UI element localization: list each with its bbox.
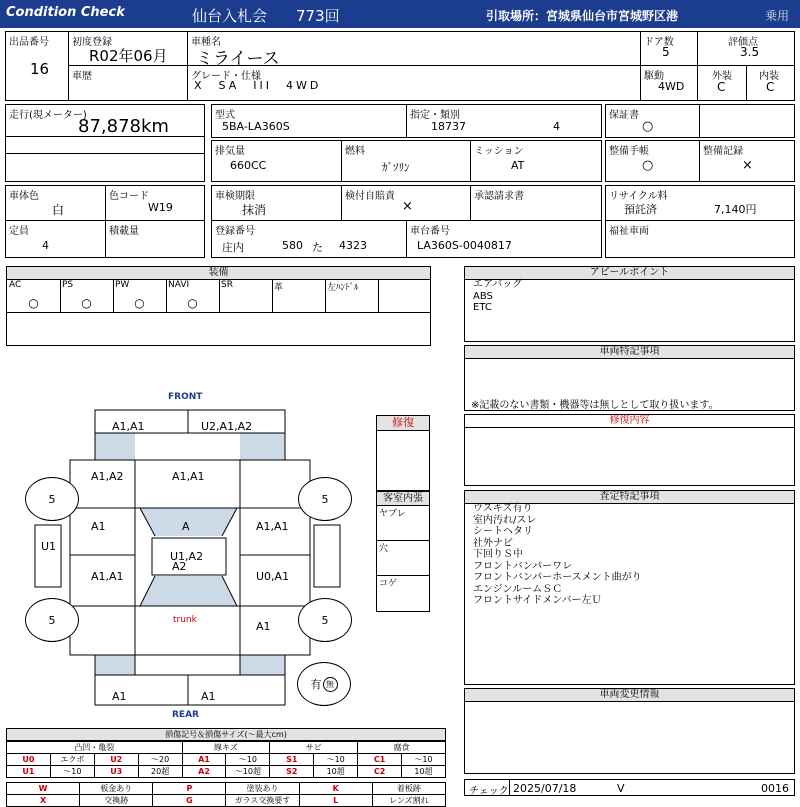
label-door-front-left: A1 xyxy=(91,520,106,533)
recycle-status: 預託済 xyxy=(624,203,657,216)
warranty-cell: 保証書 ○ xyxy=(605,104,700,138)
interior-item-hole: 穴 xyxy=(377,541,429,576)
legend-code: C2 xyxy=(358,766,402,778)
assessment-item: フロントバンパーワレ xyxy=(473,560,573,572)
equipment-item xyxy=(325,280,379,312)
legend-group: サビ xyxy=(270,742,358,754)
label-front-bumper-left: A1,A1 xyxy=(112,420,145,433)
special-notes-disclaimer: ※記載のない書類・機器等は無しとして取り扱います。 xyxy=(471,400,719,411)
equipment-label: NAVI xyxy=(168,280,190,290)
equipment-label: AC xyxy=(9,280,22,290)
score-cell: 評価点 3.5 xyxy=(697,31,795,66)
legend-mark-code: P xyxy=(153,783,226,795)
model-type-cell: 型式 5BA-LA360S xyxy=(211,104,407,138)
body-color: 白 xyxy=(52,203,65,217)
legend-mark-code: G xyxy=(153,795,226,807)
interior-damage-title: 客室内張 xyxy=(377,492,429,506)
legend-size: ～10 xyxy=(402,754,446,766)
first-registration-cell: 初度登録 R02年06月 xyxy=(68,31,188,66)
equipment-label: SR xyxy=(221,280,233,290)
drive: 4WD xyxy=(658,80,685,93)
legend-table xyxy=(6,741,446,778)
inspection: 抹消 xyxy=(242,203,267,217)
legend-mark-code: W xyxy=(7,783,80,795)
plate-area: 庄内 xyxy=(222,241,244,254)
legend-mark-text: 塗装あり xyxy=(226,783,299,795)
legend-code: A2 xyxy=(182,766,226,778)
approval-cell: 承認請求書 xyxy=(470,185,602,221)
repair-box xyxy=(376,415,430,491)
maint-record-cell: 整備記録 × xyxy=(699,140,795,182)
legend-mark-text: 交換跡 xyxy=(80,795,153,807)
model-name-cell: 車種名 ミライース xyxy=(187,31,641,66)
maint-book: ○ xyxy=(642,158,654,173)
assessment-item: エンジンルームＳＣ xyxy=(473,583,563,595)
check-mark: V xyxy=(617,782,625,795)
special-notes-section xyxy=(464,345,795,411)
check-row xyxy=(464,779,795,796)
legend-size: ～10 xyxy=(314,754,358,766)
equipment-value: ○ xyxy=(28,296,39,310)
chassis-number: LA360S-0040817 xyxy=(417,239,512,252)
label-door-rear-right: U0,A1 xyxy=(256,570,290,583)
mileage: 87,878km xyxy=(78,116,169,137)
body-color-cell: 車体色 白 xyxy=(5,185,106,221)
equipment-value: ○ xyxy=(187,296,198,310)
legend-code: U3 xyxy=(94,766,138,778)
plate-cell: 登録番号 庄内 580 た 4323 xyxy=(211,220,407,258)
lot-number-cell: 出品番号 16 xyxy=(5,31,69,101)
model-name: ミライース xyxy=(196,49,280,69)
equipment-label: PS xyxy=(62,280,74,290)
label-quarter-rear-right: A1 xyxy=(256,620,271,633)
legend-group: 凸凹・亀裂 xyxy=(7,742,183,754)
inspection-cell: 車検期限 抹消 xyxy=(211,185,342,221)
assessment-item: 下回りＳ中 xyxy=(473,549,523,560)
assessment-item: ウスキズ有り xyxy=(473,503,533,514)
doors: 5 xyxy=(662,45,670,59)
repair-box-title: 修復 xyxy=(377,416,429,431)
legend-size: ～10超 xyxy=(226,766,270,778)
legend-code: U2 xyxy=(94,754,138,766)
model-type: 5BA-LA360S xyxy=(222,120,290,133)
legend-code: U0 xyxy=(7,754,51,766)
equipment-label: 左ﾊﾝﾄﾞﾙ xyxy=(327,283,359,293)
tire-front-right: 5 xyxy=(298,477,352,521)
welfare-cell: 福祉車両 xyxy=(605,220,795,258)
label-rear-bumper-right: A1 xyxy=(201,690,216,703)
designation-cell: 指定・類別 18737 4 xyxy=(406,104,602,138)
maint-record: × xyxy=(742,158,753,173)
damage-legend xyxy=(6,728,446,807)
displacement: 660CC xyxy=(230,159,267,172)
insurance: × xyxy=(402,199,413,214)
score: 3.5 xyxy=(740,45,760,59)
interior-item-tear: ヤブレ xyxy=(377,506,429,541)
check-divider xyxy=(509,780,510,795)
vehicle-category: 乗用 xyxy=(765,9,790,23)
grade: X SA III 4WD xyxy=(194,79,322,92)
appeal-title: アピールポイント xyxy=(465,267,794,280)
plate-number: 4323 xyxy=(339,239,367,252)
equipment-section xyxy=(6,266,431,346)
interior-cell: 内装 C xyxy=(746,65,795,101)
legend-size: 20超 xyxy=(138,766,182,778)
designation-number: 18737 xyxy=(431,120,466,133)
legend-size: ～10 xyxy=(50,766,94,778)
interior-damage-box xyxy=(376,491,430,612)
label-windshield: A xyxy=(182,520,190,533)
repair-content-title: 修復内容 xyxy=(465,415,794,428)
capacity: 4 xyxy=(42,239,49,252)
legend-mark-code: L xyxy=(299,795,372,807)
recycle-cell: リサイクル料 預託済 7,140円 xyxy=(605,185,795,221)
assessment-list xyxy=(473,503,642,607)
label-roof: U1,A2 xyxy=(170,550,204,563)
legend-size: ～20 xyxy=(138,754,182,766)
assessment-item: フロントバンパーホースメント曲がり xyxy=(473,572,642,583)
equipment-item xyxy=(113,280,167,312)
tire-front-left: 5 xyxy=(25,477,79,521)
exterior-cell: 外装 C xyxy=(697,65,747,101)
class-number: 4 xyxy=(553,120,560,133)
change-info-section xyxy=(464,688,795,774)
label-hood: A1,A1 xyxy=(172,470,205,483)
equipment-label: PW xyxy=(115,280,130,290)
legend-mark-text: レンズ割れ xyxy=(372,795,445,807)
lot-number: 16 xyxy=(30,60,50,78)
mileage-cell: 走行(現メーター) 87,878km xyxy=(5,104,205,154)
spare-tire-label: 有 xyxy=(310,678,322,691)
label-roof-2: A2 xyxy=(172,560,187,573)
tire-rear-left: 5 xyxy=(25,598,79,642)
legend-title: 損傷記号＆損傷サイズ(～最大cm) xyxy=(6,728,446,741)
auction-name: 仙台入札会 xyxy=(192,7,268,25)
equipment-item xyxy=(166,280,220,312)
legend-size: エクボ xyxy=(50,754,94,766)
label-front-bumper-right: U2,A1,A2 xyxy=(201,420,253,433)
assessment-item: シートヘタリ xyxy=(473,526,533,537)
grade-cell: グレード・仕様 X SA III 4WD xyxy=(187,65,641,101)
sheet-title: Condition Check xyxy=(6,5,125,20)
header-bar xyxy=(0,0,800,28)
appeal-list xyxy=(473,279,522,314)
rear-label: REAR xyxy=(172,710,199,720)
equipment-item xyxy=(219,280,273,312)
repair-content-section xyxy=(464,414,795,486)
legend-group: 腐食 xyxy=(358,742,446,754)
mission-cell: ミッション AT xyxy=(470,140,602,182)
drive-cell: 駆動 4WD xyxy=(640,65,698,101)
capacity-cell: 定員 4 xyxy=(5,220,106,258)
legend-code: C1 xyxy=(358,754,402,766)
color-code-cell: 色コード W19 xyxy=(105,185,205,221)
legend-group: 線キズ xyxy=(182,742,270,754)
legend-mark-code: X xyxy=(7,795,80,807)
legend-mark-text: 板金あり xyxy=(80,783,153,795)
check-number: 0016 xyxy=(761,782,789,795)
fuel-cell: 燃料 ｶﾞｿﾘﾝ xyxy=(341,140,471,182)
plate-kana: た xyxy=(312,241,323,254)
warranty-blank-cell xyxy=(699,104,795,138)
appeal-item: ETC xyxy=(473,302,492,313)
legend-code: A1 xyxy=(182,754,226,766)
chassis-cell: 車台番号 LA360S-0040817 xyxy=(406,220,602,258)
appeal-item: エアバッグ xyxy=(473,279,523,290)
recycle-fee: 7,140円 xyxy=(714,203,757,216)
interior-item-burn: コゲ xyxy=(379,579,398,589)
auction-number: 773回 xyxy=(296,7,340,25)
legend-code: S2 xyxy=(270,766,314,778)
label-trunk: trunk xyxy=(173,615,197,625)
fuel: ｶﾞｿﾘﾝ xyxy=(382,161,410,174)
exterior-grade: C xyxy=(717,80,726,94)
legend-code: U1 xyxy=(7,766,51,778)
pickup-location: 引取場所：宮城県仙台市宮城野区港 xyxy=(486,9,679,23)
legend-size: ～10 xyxy=(226,754,270,766)
vehicle-history-cell: 車歴 xyxy=(68,65,188,101)
assessment-item: 室内汚れ/スレ xyxy=(473,514,537,526)
equipment-value: ○ xyxy=(81,296,92,310)
spare-tire-mark: 無 xyxy=(323,677,338,692)
label-rear-bumper-left: A1 xyxy=(112,690,127,703)
equipment-divider xyxy=(7,312,430,313)
check-label: チェック xyxy=(469,786,509,797)
appeal-item: ABS xyxy=(473,290,493,302)
change-info-title: 車両変更情報 xyxy=(465,689,794,702)
front-label: FRONT xyxy=(168,392,203,402)
plate-class: 580 xyxy=(282,239,303,252)
tire-rear-right: 5 xyxy=(298,598,352,642)
label-fender-front-right: A1,A1 xyxy=(256,520,289,533)
equipment-title: 装備 xyxy=(7,267,430,280)
interior-grade: C xyxy=(766,80,775,94)
label-side-left: U1 xyxy=(41,540,57,553)
equipment-item xyxy=(7,280,61,312)
mission: AT xyxy=(511,159,525,172)
legend-mark-text: 着板跡 xyxy=(372,783,445,795)
equipment-item xyxy=(272,280,326,312)
label-fender-front-left: A1,A2 xyxy=(91,470,124,483)
legend-size: 10超 xyxy=(314,766,358,778)
assessment-title: 査定特記事項 xyxy=(465,491,794,504)
displacement-cell: 排気量 660CC xyxy=(211,140,342,182)
equipment-label: 革 xyxy=(274,283,284,293)
first-registration: R02年06月 xyxy=(89,47,168,65)
assessment-section xyxy=(464,490,795,685)
legend-code: S1 xyxy=(270,754,314,766)
spare-tire xyxy=(297,662,351,706)
label-door-rear-left: A1,A1 xyxy=(91,570,124,583)
legend-marks-table xyxy=(6,782,446,807)
legend-mark-code: K xyxy=(299,783,372,795)
equipment-value: ○ xyxy=(134,296,145,310)
special-notes-title: 車両特記事項 xyxy=(465,346,794,359)
load-cell: 積載量 xyxy=(105,220,205,258)
color-code: W19 xyxy=(148,201,173,214)
maint-book-cell: 整備手帳 ○ xyxy=(605,140,700,182)
check-date: 2025/07/18 xyxy=(513,782,577,795)
car-diagram xyxy=(0,380,460,725)
insurance-cell: 検付自賠責 × xyxy=(341,185,471,221)
legend-size: 10超 xyxy=(402,766,446,778)
equipment-item xyxy=(60,280,114,312)
assessment-item: 社外ナビ xyxy=(473,537,513,549)
warranty: ○ xyxy=(642,119,654,134)
legend-mark-text: ガラス交換要す xyxy=(226,795,299,807)
assessment-item: フロントサイドメンバー左Ｕ xyxy=(473,595,602,606)
mileage-sub-cell xyxy=(5,136,205,182)
doors-cell: ドア数 5 xyxy=(640,31,698,66)
appeal-section xyxy=(464,266,795,342)
